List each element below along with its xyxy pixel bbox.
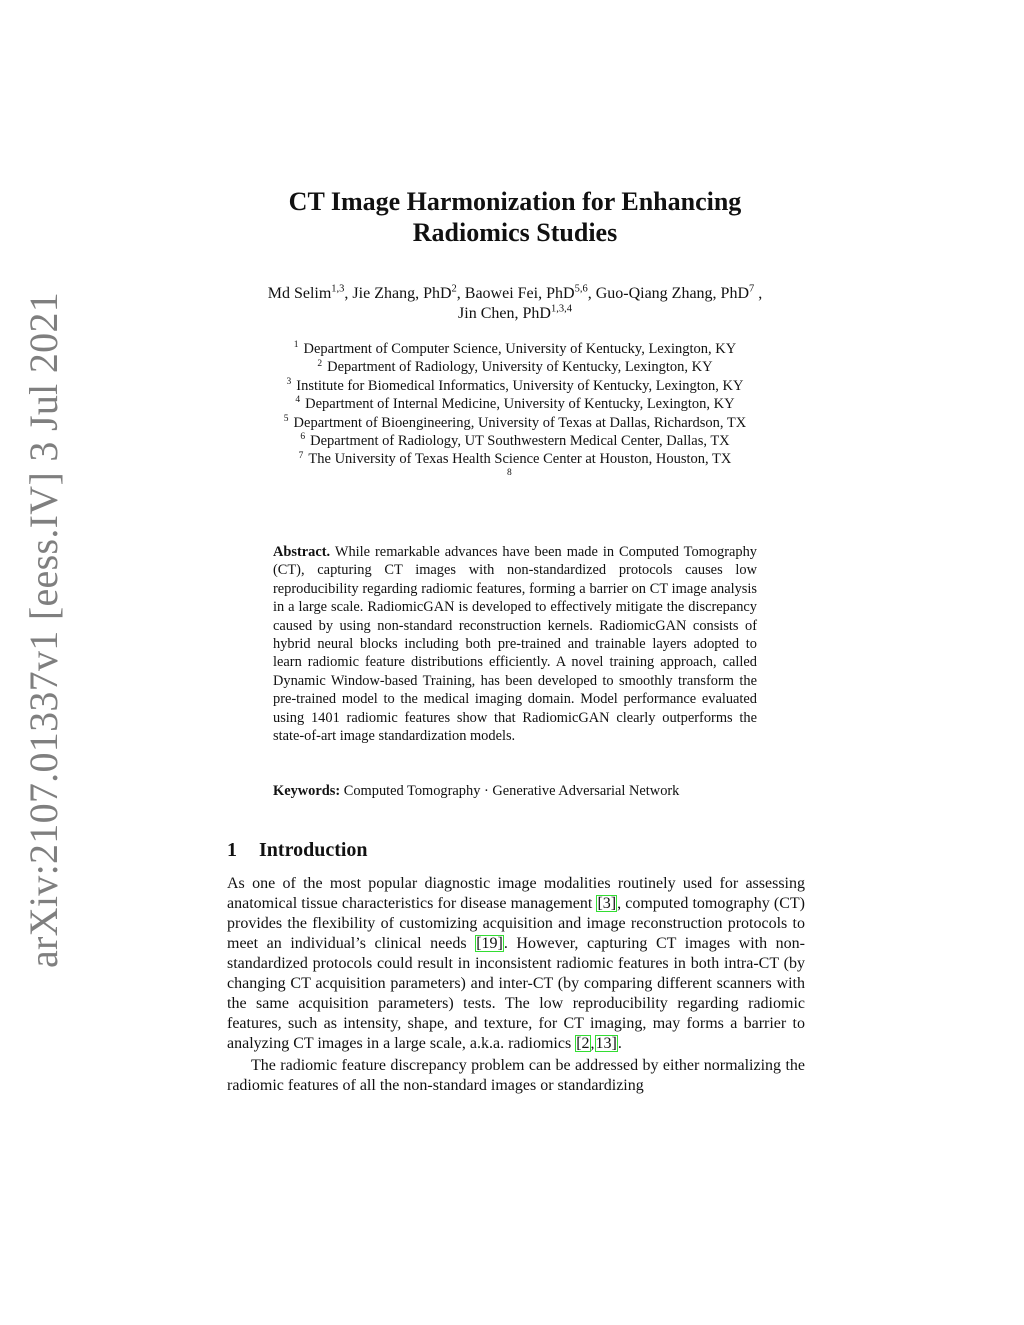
- affiliation-number: 4: [295, 395, 301, 406]
- title-line-2: Radiomics Studies: [412, 218, 618, 247]
- affiliation-number-8: 8: [507, 468, 512, 478]
- affiliation-text: Department of Radiology, UT Southwestern Medical Center, Dallas, TX: [310, 433, 730, 450]
- affiliation-number: 3: [286, 376, 292, 387]
- affiliation-text: The University of Texas Health Science Center at Houston, Houston, TX: [308, 451, 732, 468]
- author-affil-sup: 2: [451, 283, 457, 295]
- paragraph: The radiomic feature discrepancy problem can be addressed by either normalizing the radiomic features of all the non-standard images or standardizing: [227, 1057, 805, 1094]
- paragraph: As one of the most popular diagnostic image modalities routinely used for assessing anatomical tissue characteristics for disease management [3], computed tomography (CT) provides the flexibility of customizing acquisition and image reconstruction protocols to meet an individual’s clinical needs [19]. However, capturing CT images with non-standardized protocols could result in inconsistent radiomic features in both intra-CT (by changing CT acquisition parameters) and inter-CT (by comparing different scanners with the same acquisition parameters) tests. The low reproducibility regarding radiomic features, such as intensity, shape, and texture, for CT imaging, may forms a barrier to analyzing CT images in a large scale, a.k.a. radiomics [2,13].: [227, 875, 806, 1052]
- paper-title: [200, 186, 830, 248]
- affiliation-number: 7: [298, 450, 304, 461]
- author-list: Md Selim$^{1,3}$, Jie Zhang, PhD$^2$, Baowei Fei, PhD$^{5,6}$, Guo-Qiang Zhang, PhD$^7$ , Jin Chen, PhD$^{1,3,4}$: [267, 283, 763, 322]
- author-affil-sup: 1,3: [331, 283, 345, 295]
- affiliation-text: Department of Radiology, University of Kentucky, Lexington, KY: [327, 359, 713, 376]
- affiliation-text: Department of Bioengineering, University of Texas at Dallas, Richardson, TX: [293, 414, 747, 431]
- affiliation-item: [215, 395, 815, 413]
- affiliation-item: [215, 340, 815, 358]
- abstract-label: Abstract.: [273, 544, 331, 560]
- author-name: Md Selim: [267, 285, 332, 302]
- author-name: Jie Zhang, PhD: [352, 285, 452, 302]
- abstract: [273, 543, 757, 745]
- paragraph-text: , computed tomography (CT) provides the flexibility of customizing acquisition and image reconstruction protocols to meet an individual’s clinical needs: [227, 895, 806, 952]
- citation-link[interactable]: [19]: [476, 935, 503, 952]
- abstract-text: While remarkable advances have been made in Computed Tomography (CT), capturing CT images with non-standardized protocols causes low reproducibility regarding radiomic features, forming a barrier on CT image analysis in a large scale. RadiomicGAN is developed to effectively mitigate the discrepancy caused by using non-standard reconstruction kernels. RadiomicGAN consists of hybrid neural blocks including both pre-trained and trainable layers adopted to learn radiomic feature distributions efficiently. A novel training approach, called Dynamic Window-based Training, has been developed to smoothly transform the pre-trained model to the medical imaging domain. Model performance evaluated using 1401 radiomic features show that RadiomicGAN clearly outperforms the state-of-art image standardization models.: [273, 544, 757, 745]
- author-affil-sup: 7: [749, 283, 755, 295]
- affiliation-text: Department of Computer Science, University of Kentucky, Lexington, KY: [303, 341, 737, 357]
- affiliation-text: Department of Internal Medicine, University of Kentucky, Lexington, KY: [305, 396, 735, 413]
- affiliation-item: [215, 377, 815, 395]
- affiliation-text: Institute for Biomedical Informatics, University of Kentucky, Lexington, KY: [296, 377, 744, 394]
- arxiv-identifier[interactable]: arXiv:2107.01337v1 [eess.IV] 3 Jul 2021: [21, 291, 66, 968]
- author-affil-sup: 1,3,4: [550, 303, 572, 315]
- affiliation-number: 2: [317, 358, 323, 369]
- citation-link[interactable]: [3]: [597, 895, 617, 912]
- affiliation-item: [215, 358, 815, 376]
- author-name: Guo-Qiang Zhang, PhD: [595, 285, 749, 302]
- body-text: [227, 874, 805, 1096]
- affiliation-list: [215, 340, 815, 469]
- citation-link[interactable]: 13]: [595, 1035, 617, 1052]
- affiliation-item: [215, 414, 815, 432]
- affiliation-number: 6: [300, 432, 306, 443]
- affiliation-item: [215, 450, 815, 468]
- paragraph-text: .: [617, 1035, 622, 1052]
- affiliation-number: 1: [293, 340, 299, 351]
- section-title: Introduction: [259, 839, 368, 861]
- author-affil-sup: 5,6: [574, 283, 588, 295]
- keywords: [273, 782, 757, 800]
- section-heading: [227, 838, 368, 862]
- paragraph-text: As one of the most popular diagnostic image modalities routinely used for assessing anatomical tissue characteristics for disease management: [227, 875, 805, 912]
- author-name: Jin Chen, PhD: [458, 305, 551, 322]
- citation-link[interactable]: [2: [576, 1035, 590, 1052]
- affiliation-number: 5: [283, 413, 289, 424]
- affiliation-item: [215, 432, 815, 450]
- paragraph-text: . However, capturing CT images with non-standardized protocols could result in inconsistent radiomic features in both intra-CT (by changing CT acquisition parameters) and inter-CT (by comparing different scanners with the same acquisition parameters) tests. The low reproducibility regarding radiomic features, such as intensity, shape, and texture, for CT imaging, may forms a barrier to analyzing CT images in a large scale, a.k.a. radiomics: [227, 935, 806, 1052]
- keywords-text: Computed Tomography · Generative Adversarial Network: [343, 783, 680, 799]
- keywords-label: Keywords:: [273, 783, 341, 799]
- title-line-1: CT Image Harmonization for Enhancing: [288, 187, 742, 216]
- author-name: Baowei Fei, PhD: [464, 285, 575, 302]
- section-number: 1: [227, 839, 237, 861]
